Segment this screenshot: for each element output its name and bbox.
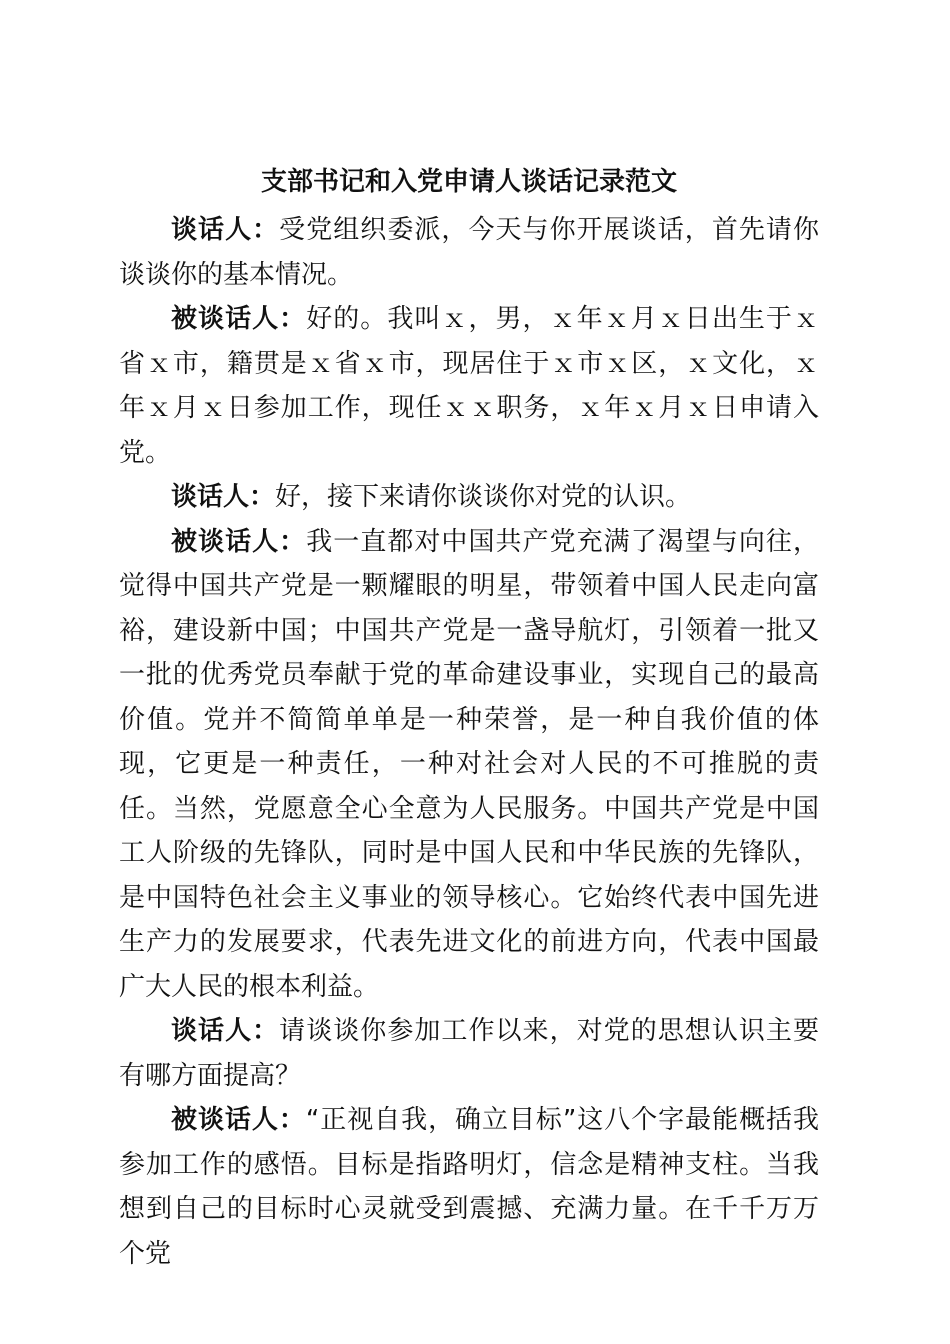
paragraph-interviewer-2 (119, 475, 819, 520)
paragraph-text: “正视自我，确立目标”这八个字最能概括我参加工作的感悟。目标是指路明灯，信念是精神支柱。当我想到自己的目标时心灵就受到震撼、充满力量。在千千万万个党 (119, 1105, 819, 1269)
speaker-label: 谈话人： (171, 482, 276, 512)
speaker-label: 谈话人： (171, 1016, 280, 1046)
paragraph-text: 好的。我叫ｘ，男，ｘ年ｘ月ｘ日出生于ｘ省ｘ市，籍贯是ｘ省ｘ市，现居住于ｘ市ｘ区，ｘ文化，ｘ年ｘ月ｘ日参加工作，现任ｘｘ职务，ｘ年ｘ月ｘ日申请入党。 (119, 304, 819, 468)
paragraph-text: 好，接下来请你谈谈你对党的认识。 (275, 482, 692, 512)
document-body (119, 160, 819, 1276)
paragraph-interviewer-3 (119, 1009, 819, 1098)
paragraph-interviewee-2 (119, 520, 819, 1010)
paragraph-text: 我一直都对中国共产党充满了渴望与向往，觉得中国共产党是一颗耀眼的明星，带领着中国人民走向富裕，建设新中国；中国共产党是一盏导航灯，引领着一批又一批的优秀党员奉献于党的革命建设事业，实现自己的最高价值。党并不简简单单是一种荣誉，是一种自我价值的体现，它更是一种责任，一种对社会对人民的不可推脱的责任。当然，党愿意全心全意为人民服务。中国共产党是中国工人阶级的先锋队，同时是中国人民和中华民族的先锋队，是中国特色社会主义事业的领导核心。它始终代表中国先进生产力的发展要求，代表先进文化的前进方向，代表中国最广大人民的根本利益。 (119, 526, 819, 1002)
paragraph-interviewee-1 (119, 297, 819, 475)
paragraph-text: 请谈谈你参加工作以来，对党的思想认识主要有哪方面提高？ (119, 1016, 819, 1091)
speaker-label: 被谈话人： (171, 526, 307, 557)
document-title: 支部书记和入党申请人谈话记录范文 (260, 167, 677, 197)
paragraph-interviewer-1 (119, 208, 819, 297)
speaker-label: 谈话人： (171, 215, 280, 245)
paragraph-text: 受党组织委派，今天与你开展谈话，首先请你谈谈你的基本情况。 (119, 215, 819, 290)
paragraph-interviewee-3 (119, 1098, 819, 1276)
speaker-label: 被谈话人： (171, 304, 307, 334)
speaker-label: 被谈话人： (171, 1105, 306, 1135)
